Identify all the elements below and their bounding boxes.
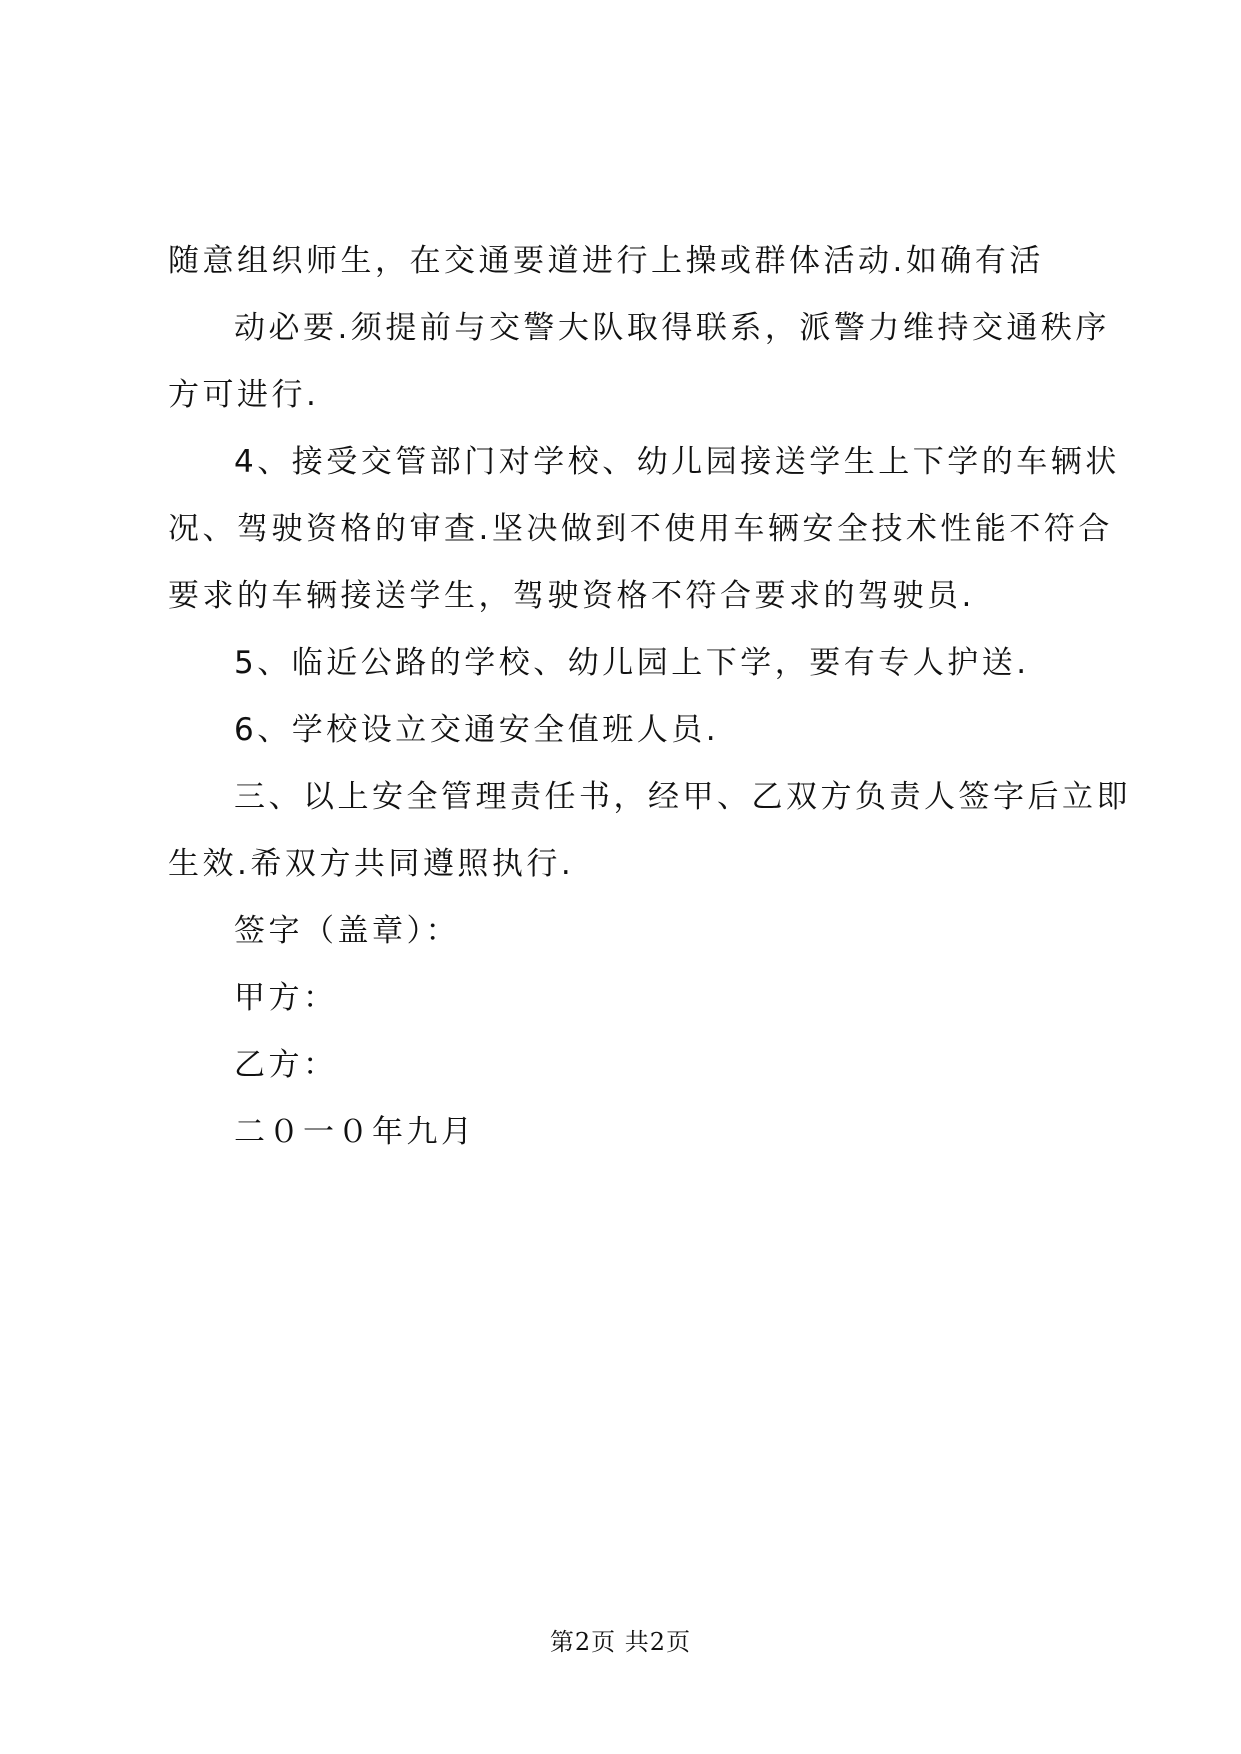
party-a-label: 甲方： xyxy=(234,980,338,1016)
document-body xyxy=(168,228,1131,1166)
text-line: 6、学校设立交通安全值班人员. xyxy=(234,712,720,748)
text-line: 方可进行. xyxy=(168,377,320,413)
text-line: 况、驾驶资格的审查.坚决做到不使用车辆安全技术性能不符合 xyxy=(168,511,1113,547)
page-number-footer: 第2页 共2页 xyxy=(549,1628,692,1656)
signature-heading: 签字（盖章）： xyxy=(234,913,460,949)
party-b-label: 乙方： xyxy=(234,1047,338,1083)
text-line: 动必要.须提前与交警大队取得联系，派警力维持交通秩序 xyxy=(234,310,1110,346)
text-line: 随意组织师生，在交通要道进行上操或群体活动.如确有活 xyxy=(168,243,1044,279)
text-line: 三、以上安全管理责任书，经甲、乙双方负责人签字后立即 xyxy=(234,779,1131,815)
text-line: 4、接受交管部门对学校、幼儿园接送学生上下学的车辆状 xyxy=(234,444,1120,480)
text-line: 要求的车辆接送学生，驾驶资格不符合要求的驾驶员. xyxy=(168,578,975,614)
text-line: 5、临近公路的学校、幼儿园上下学，要有专人护送. xyxy=(234,645,1030,681)
document-date: 二０一０年九月 xyxy=(234,1114,476,1150)
text-line: 生效.希双方共同遵照执行. xyxy=(168,846,575,882)
